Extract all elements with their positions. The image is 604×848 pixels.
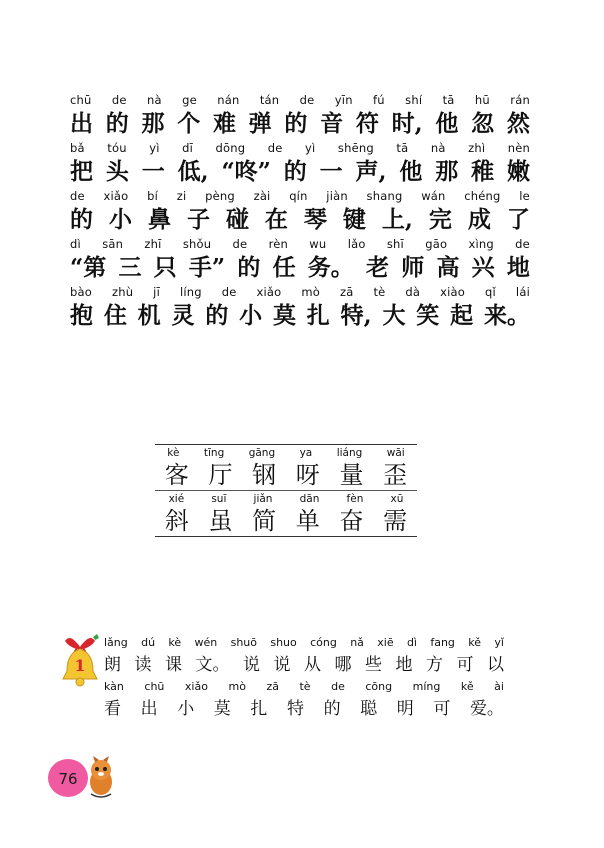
pinyin-row [70, 138, 530, 158]
hanzi-row-char: 扎 [306, 302, 330, 329]
pinyin-row-char: shí [405, 93, 423, 107]
task-hanzi [104, 652, 504, 678]
task-hanzi-char: 说 [273, 655, 291, 675]
pinyin-row-char: ge [182, 93, 197, 107]
hanzi-row-char: 出 [70, 110, 93, 137]
hanzi-row-char: 完 [428, 206, 452, 233]
vocab-pinyin-char: wāi [386, 447, 405, 459]
task-pinyin-char: tè [299, 680, 311, 693]
hanzi-row-char: 小 [239, 302, 263, 329]
hanzi-row-char: 碰 [225, 206, 249, 233]
hanzi-row-char: 莫 [272, 302, 296, 329]
hanzi-row-char: 的 [237, 254, 261, 281]
hanzi-row-char: 键 [342, 206, 366, 233]
pinyin-row-char: nà [147, 93, 162, 107]
bell-icon [57, 633, 103, 689]
pinyin-row-char: líng [179, 285, 202, 299]
pinyin-row-char: de [515, 237, 530, 251]
vocab-hanzi-char: 厅 [208, 461, 233, 489]
pinyin-row-char: pèng [205, 189, 235, 203]
hanzi-row-char: 鼻 [147, 206, 171, 233]
pinyin-row-char: de [70, 189, 85, 203]
vocab-hanzi-char: 需 [383, 507, 408, 535]
pinyin-row-char: shǒu [182, 237, 212, 251]
pinyin-row-char: zhī [144, 237, 162, 251]
hanzi-row-char: 只 [153, 254, 177, 281]
pinyin-row-char: tóu [107, 141, 127, 155]
pinyin-row-char: de [111, 93, 127, 107]
pinyin-row-char: hū [474, 93, 490, 107]
hanzi-row-char: 在 [264, 206, 288, 233]
pinyin-row-char: rán [510, 93, 530, 107]
task-pinyin-char: lǎng [104, 636, 128, 649]
vocab-hanzi-char: 歪 [383, 461, 408, 489]
task-pinyin-char: shuo [270, 636, 297, 649]
hanzi-row-char: 低, [177, 158, 209, 185]
hanzi-row-char: 高 [436, 254, 460, 281]
hanzi-row-char: 手” [188, 254, 226, 281]
task-pinyin-char: cōng [365, 680, 393, 693]
task-hanzi-char: 从 [304, 655, 321, 675]
task-hanzi-char: 可 [456, 655, 474, 675]
pinyin-row-char: nèn [507, 141, 530, 155]
task-pinyin-char: xiē [377, 636, 394, 649]
vocab-pinyin-char: xié [168, 493, 185, 505]
pinyin-row-char: de [299, 93, 315, 107]
task-pinyin-char: kě [460, 680, 474, 693]
hanzi-row-char: 声, [355, 158, 387, 185]
hanzi-row-char: 他 [435, 110, 459, 137]
vocab-hanzi-char: 简 [252, 507, 277, 535]
task-hanzi-char: 扎 [250, 699, 268, 719]
hanzi-row-char: 那 [141, 110, 165, 137]
pinyin-row [70, 186, 530, 206]
task-pinyin-char: de [331, 680, 345, 693]
task-pinyin-char: nǎ [350, 636, 364, 649]
pinyin-row-char: dà [405, 285, 421, 299]
hanzi-row [70, 206, 530, 234]
pinyin-row-char: gāo [425, 237, 448, 251]
task-hanzi-char: 莫 [213, 699, 231, 719]
pinyin-row-char: lǎo [347, 237, 366, 251]
task-pinyin-char: xiǎo [184, 680, 208, 693]
task-hanzi-char: 的 [323, 699, 341, 719]
pinyin-row-char: tā [442, 93, 455, 107]
pinyin-row-char: mò [301, 285, 320, 299]
hanzi-row-char: 的 [70, 206, 93, 233]
hanzi-row-char: 来。 [483, 302, 530, 329]
pinyin-row-char: de [221, 285, 237, 299]
task-hanzi-char: 文。 [195, 655, 230, 675]
task-pinyin-char: wén [194, 636, 218, 649]
hanzi-row-char: 小 [108, 206, 132, 233]
vocab-pinyin-char: gāng [248, 447, 276, 459]
pinyin-row-char: dì [70, 237, 81, 251]
task-pinyin-char: míng [412, 680, 441, 693]
hanzi-row-char: 任 [272, 254, 296, 281]
pinyin-row-char: chéng [464, 189, 501, 203]
hanzi-row-char: 难 [212, 110, 236, 137]
hanzi-row-char: 特, [340, 302, 372, 329]
pinyin-row-char: chū [70, 93, 92, 107]
vocab-row [155, 445, 417, 490]
vocab-pinyin-char: kè [167, 447, 180, 459]
task-hanzi-char: 以 [487, 655, 504, 675]
pinyin-row-char: jiàn [326, 189, 348, 203]
vocab-pinyin [155, 445, 417, 461]
pinyin-row-char: yīn [334, 93, 353, 107]
pinyin-row-char: wu [309, 237, 327, 251]
hanzi-row-char: 成 [467, 206, 491, 233]
task-pinyin-char: kě [468, 636, 481, 649]
pinyin-row-char: nán [217, 93, 240, 107]
pinyin-row-char: dōng [215, 141, 246, 155]
task-hanzi-char: 课 [165, 655, 182, 675]
hanzi-row [70, 302, 530, 330]
vocab-pinyin-char: suī [211, 493, 227, 505]
pinyin-row-char: yì [305, 141, 316, 155]
pinyin-row-char: qín [289, 189, 308, 203]
pinyin-row-char: shī [386, 237, 404, 251]
pinyin-row-char: tè [373, 285, 386, 299]
pinyin-row [70, 234, 530, 254]
hanzi-row-char: 的 [284, 110, 308, 137]
task-hanzi-char: 特 [286, 699, 304, 719]
hanzi-row-char: 符 [355, 110, 379, 137]
hanzi-row-char: 一 [141, 158, 165, 185]
vocab-pinyin-char: tīng [203, 447, 225, 459]
task-hanzi-char: 出 [140, 699, 158, 719]
task-hanzi-char: 爱。 [469, 699, 504, 719]
hanzi-row-char: 时, [391, 110, 423, 137]
pinyin-row-char: zhì [468, 141, 486, 155]
hanzi-row-char: “第 [70, 254, 107, 281]
vocab-hanzi-char: 客 [164, 461, 189, 489]
hanzi-row-char: 把 [70, 158, 93, 185]
page-number-badge [43, 754, 123, 800]
task-number: 1 [74, 656, 86, 675]
task-pinyin-char: fang [430, 636, 455, 649]
task-hanzi-char: 可 [433, 699, 451, 719]
vocab-hanzi-char: 奋 [339, 507, 364, 535]
hanzi-row-char: 稚 [471, 158, 495, 185]
task-hanzi-char: 哪 [334, 655, 352, 675]
vocab-pinyin-char: dān [299, 493, 320, 505]
task-pinyin-char: kàn [104, 680, 124, 693]
vocab-hanzi-char: 钢 [252, 461, 277, 489]
hanzi-row-char: 了 [506, 206, 530, 233]
story-line [70, 282, 530, 330]
hanzi-row-char: 老 [366, 254, 389, 281]
hanzi-row-char: 灵 [171, 302, 195, 329]
vocab-pinyin [155, 491, 417, 507]
pinyin-row-char: bí [147, 189, 159, 203]
task-pinyin-char: dú [141, 636, 156, 649]
hanzi-row [70, 254, 530, 282]
task-pinyin-char: yǐ [494, 636, 504, 649]
hanzi-row-char: 个 [177, 110, 201, 137]
task-pinyin-char: kè [168, 636, 182, 649]
vocab-hanzi-char: 呀 [295, 461, 320, 489]
story-line [70, 186, 530, 234]
hanzi-row-char: 头 [105, 158, 129, 185]
hanzi-row-char: 音 [320, 110, 344, 137]
pinyin-row [70, 90, 530, 110]
hanzi-row-char: 起 [450, 302, 474, 329]
hanzi-row-char: “咚” [221, 158, 271, 185]
vocab-pinyin-char: fèn [346, 493, 364, 505]
task-hanzi-char: 读 [134, 655, 152, 675]
hanzi-row-char: 机 [137, 302, 161, 329]
task-text [104, 634, 504, 722]
vocab-hanzi [155, 507, 417, 536]
task-pinyin-char: chū [144, 680, 165, 693]
pinyin-row-char: wán [421, 189, 446, 203]
hanzi-row-char: 大 [382, 302, 406, 329]
pinyin-row-char: fú [373, 93, 385, 107]
hanzi-row-char: 琴 [303, 206, 327, 233]
vocab-hanzi [155, 461, 417, 490]
task-hanzi-char: 方 [426, 655, 443, 675]
hanzi-row-char: 然 [506, 110, 530, 137]
task-pinyin-char: zā [266, 680, 279, 693]
vocab-pinyin-char: jiǎn [253, 493, 273, 505]
task-pinyin-char: ài [494, 680, 504, 693]
pinyin-row-char: zi [176, 189, 187, 203]
task-pinyin-char: cóng [310, 636, 337, 649]
task-pinyin [104, 678, 504, 696]
hanzi-row-char: 弹 [248, 110, 272, 137]
pinyin-row-char: lái [515, 285, 530, 299]
hanzi-row-char: 嫩 [506, 158, 530, 185]
pinyin-row-char: sān [102, 237, 124, 251]
pinyin-row-char: shang [366, 189, 403, 203]
hanzi-row-char: 的 [283, 158, 307, 185]
page-number: 76 [58, 770, 78, 788]
pinyin-row-char: tán [259, 93, 280, 107]
pinyin-row-char: xiǎo [256, 285, 282, 299]
task-hanzi-char: 聪 [360, 699, 378, 719]
story-line [70, 90, 530, 138]
hanzi-row-char: 师 [401, 254, 425, 281]
pinyin-row-char: jī [153, 285, 160, 299]
task-hanzi-char: 朗 [104, 655, 121, 675]
hanzi-row-char: 笑 [416, 302, 440, 329]
pinyin-row-char: de [232, 237, 248, 251]
task-hanzi-char: 明 [396, 699, 414, 719]
hanzi-row-char: 的 [105, 110, 129, 137]
vocab-pinyin-char: liáng [336, 447, 363, 459]
hanzi-row-char: 上, [381, 206, 413, 233]
hanzi-row-char: 兴 [471, 254, 495, 281]
pinyin-row-char: dī [182, 141, 193, 155]
task-hanzi-char: 些 [365, 655, 382, 675]
task-hanzi-char: 地 [395, 655, 413, 675]
pinyin-row-char: yì [149, 141, 160, 155]
task-pinyin-char: shuō [230, 636, 258, 649]
hanzi-row [70, 158, 530, 186]
pinyin-row-char: nà [430, 141, 446, 155]
task-pinyin-char: dì [406, 636, 417, 649]
hanzi-row-char: 子 [186, 206, 210, 233]
pinyin-row-char: xìng [468, 237, 494, 251]
story-line [70, 234, 530, 282]
pinyin-row-char: tā [396, 141, 409, 155]
hanzi-row-char: 抱 [70, 302, 93, 329]
task-pinyin-char: mò [228, 680, 246, 693]
pinyin-row-char: de [267, 141, 283, 155]
vocab-pinyin-char: ya [299, 447, 313, 459]
pinyin-row-char: le [519, 189, 530, 203]
vocab-hanzi-char: 量 [339, 461, 364, 489]
vocab-hanzi-char: 单 [295, 507, 320, 535]
hanzi-row-char: 住 [103, 302, 127, 329]
hanzi-row-char: 地 [506, 254, 530, 281]
hanzi-row-char: 忽 [471, 110, 495, 137]
pinyin-row-char: zā [339, 285, 354, 299]
pinyin-row-char: bào [70, 285, 92, 299]
hanzi-row-char: 三 [118, 254, 142, 281]
story-text [70, 90, 530, 330]
pinyin-row-char: zài [253, 189, 271, 203]
pinyin-row-char: bǎ [70, 141, 85, 155]
vocabulary-table [155, 444, 417, 537]
task-hanzi-char: 看 [104, 699, 121, 719]
pinyin-row-char: qǐ [485, 285, 496, 299]
pinyin-row-char: xiào [440, 285, 466, 299]
hanzi-row-char: 他 [399, 158, 423, 185]
hanzi-row-char: 那 [435, 158, 459, 185]
story-line [70, 138, 530, 186]
task-pinyin [104, 634, 504, 652]
pinyin-row-char: shēng [337, 141, 374, 155]
vocab-hanzi-char: 斜 [164, 507, 189, 535]
pinyin-row [70, 282, 530, 302]
task-hanzi-char: 说 [243, 655, 260, 675]
task-hanzi-char: 小 [177, 699, 195, 719]
hanzi-row-char: 一 [319, 158, 343, 185]
vocab-hanzi-char: 虽 [208, 507, 233, 535]
vocab-row [155, 490, 417, 536]
hanzi-row-char: 的 [205, 302, 229, 329]
pinyin-row-char: xiǎo [103, 189, 129, 203]
vocab-pinyin-char: xū [390, 493, 404, 505]
pinyin-row-char: zhù [111, 285, 134, 299]
pinyin-row-char: rèn [268, 237, 289, 251]
hanzi-row [70, 110, 530, 138]
hanzi-row-char: 务。 [307, 254, 354, 281]
task-hanzi [104, 696, 504, 722]
